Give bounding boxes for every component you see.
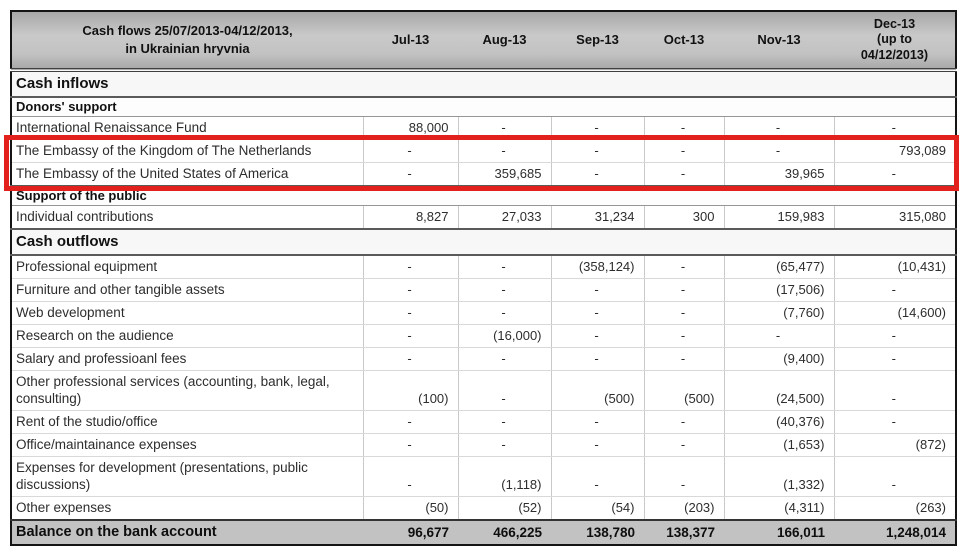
section-label: Support of the public (11, 186, 956, 206)
cell-value: - (834, 163, 956, 187)
cell-value: 27,033 (458, 206, 551, 230)
cell-value: - (363, 163, 458, 187)
cell-value: 166,011 (724, 520, 834, 545)
cell-value: - (644, 411, 724, 434)
column-header: Sep-13 (551, 11, 644, 70)
cell-value: - (458, 434, 551, 457)
cell-value: - (724, 140, 834, 163)
cell-value: (54) (551, 497, 644, 521)
cell-value: - (458, 411, 551, 434)
row-label: International Renaissance Fund (11, 117, 363, 140)
cell-value: (100) (363, 371, 458, 411)
section-label: Donors' support (11, 97, 956, 117)
row-label: Other professional services (accounting, bank, legal, consulting) (11, 371, 363, 411)
cash-flows-table-container (10, 10, 957, 546)
table-title (11, 11, 363, 70)
cell-value: - (724, 325, 834, 348)
cell-value: 88,000 (363, 117, 458, 140)
cell-value: - (834, 117, 956, 140)
cell-value: - (834, 279, 956, 302)
cell-value: (872) (834, 434, 956, 457)
table-row (11, 206, 956, 230)
cell-value: (203) (644, 497, 724, 521)
cell-value: (1,653) (724, 434, 834, 457)
section-row (11, 229, 956, 255)
cell-value: 96,677 (363, 520, 458, 545)
cell-value: - (363, 140, 458, 163)
cell-value: (50) (363, 497, 458, 521)
row-label: Salary and professioanl fees (11, 348, 363, 371)
cell-value: 793,089 (834, 140, 956, 163)
row-label: Professional equipment (11, 255, 363, 279)
cell-value: - (644, 325, 724, 348)
cell-value: - (363, 255, 458, 279)
column-header: Dec-13 (up to 04/12/2013) (834, 11, 956, 70)
cell-value: 39,965 (724, 163, 834, 187)
cell-value: 359,685 (458, 163, 551, 187)
cell-value: - (458, 255, 551, 279)
row-label: Office/maintainance expenses (11, 434, 363, 457)
cell-value: - (363, 279, 458, 302)
balance-row (11, 520, 956, 545)
cell-value: - (458, 371, 551, 411)
cell-value: - (551, 434, 644, 457)
cell-value: - (458, 302, 551, 325)
cell-value: - (644, 434, 724, 457)
cell-value: - (551, 279, 644, 302)
row-label: Other expenses (11, 497, 363, 521)
section-row (11, 70, 956, 97)
cell-value: - (363, 302, 458, 325)
cell-value: - (644, 255, 724, 279)
table-row (11, 325, 956, 348)
cell-value: 159,983 (724, 206, 834, 230)
cell-value: 138,377 (644, 520, 724, 545)
cell-value: 138,780 (551, 520, 644, 545)
table-row (11, 255, 956, 279)
row-label: Individual contributions (11, 206, 363, 230)
cell-value: 300 (644, 206, 724, 230)
cell-value: (4,311) (724, 497, 834, 521)
table-row (11, 434, 956, 457)
header-row (11, 11, 956, 70)
cell-value: - (834, 411, 956, 434)
cell-value: 8,827 (363, 206, 458, 230)
cell-value: (17,506) (724, 279, 834, 302)
column-header: Jul-13 (363, 11, 458, 70)
table-row (11, 279, 956, 302)
table-row (11, 140, 956, 163)
cell-value: - (834, 457, 956, 497)
table-row (11, 348, 956, 371)
row-label: Balance on the bank account (11, 520, 363, 545)
cell-value: - (551, 348, 644, 371)
table-row (11, 302, 956, 325)
row-label: Research on the audience (11, 325, 363, 348)
table-row (11, 117, 956, 140)
cell-value: - (458, 279, 551, 302)
cell-value: (500) (551, 371, 644, 411)
table-title-line1: Cash flows 25/07/2013-04/12/2013, (82, 23, 293, 39)
section-label: Cash inflows (11, 70, 956, 97)
cell-value: (358,124) (551, 255, 644, 279)
cell-value: (14,600) (834, 302, 956, 325)
cell-value: - (363, 348, 458, 371)
cell-value: - (551, 140, 644, 163)
cell-value: - (834, 348, 956, 371)
cell-value: (40,376) (724, 411, 834, 434)
cell-value: - (644, 279, 724, 302)
cell-value: - (363, 411, 458, 434)
row-label: Rent of the studio/office (11, 411, 363, 434)
row-label: The Embassy of the United States of America (11, 163, 363, 187)
cell-value: (1,118) (458, 457, 551, 497)
table-row (11, 497, 956, 521)
cell-value: - (458, 140, 551, 163)
cell-value: - (551, 163, 644, 187)
row-label: Web development (11, 302, 363, 325)
row-label: Furniture and other tangible assets (11, 279, 363, 302)
cell-value: - (363, 325, 458, 348)
cell-value: - (551, 457, 644, 497)
cell-value: (7,760) (724, 302, 834, 325)
column-header: Oct-13 (644, 11, 724, 70)
section-label: Cash outflows (11, 229, 956, 255)
column-header: Nov-13 (724, 11, 834, 70)
cell-value: 315,080 (834, 206, 956, 230)
cell-value: - (458, 348, 551, 371)
cell-value: - (834, 371, 956, 411)
cell-value: - (551, 302, 644, 325)
cell-value: (1,332) (724, 457, 834, 497)
table-row (11, 371, 956, 411)
cell-value: - (551, 325, 644, 348)
cell-value: - (363, 457, 458, 497)
table-title-line2: in Ukrainian hryvnia (125, 41, 250, 56)
cell-value: (24,500) (724, 371, 834, 411)
section-row (11, 186, 956, 206)
table-row (11, 457, 956, 497)
cell-value: 1,248,014 (834, 520, 956, 545)
cell-value: - (551, 411, 644, 434)
cell-value: - (644, 302, 724, 325)
cell-value: - (644, 117, 724, 140)
cell-value: (10,431) (834, 255, 956, 279)
cell-value: 31,234 (551, 206, 644, 230)
cell-value: (52) (458, 497, 551, 521)
cell-value: - (834, 325, 956, 348)
cell-value: - (724, 117, 834, 140)
cell-value: - (644, 140, 724, 163)
row-label: The Embassy of the Kingdom of The Netherlands (11, 140, 363, 163)
cell-value: 466,225 (458, 520, 551, 545)
column-header: Aug-13 (458, 11, 551, 70)
cell-value: (65,477) (724, 255, 834, 279)
cell-value: - (551, 117, 644, 140)
cell-value: - (458, 117, 551, 140)
cell-value: - (644, 457, 724, 497)
table-row (11, 163, 956, 187)
cell-value: - (363, 434, 458, 457)
cell-value: (9,400) (724, 348, 834, 371)
cell-value: (263) (834, 497, 956, 521)
cash-flows-table (10, 10, 957, 546)
section-row (11, 97, 956, 117)
cell-value: (500) (644, 371, 724, 411)
cell-value: - (644, 348, 724, 371)
cell-value: (16,000) (458, 325, 551, 348)
table-row (11, 411, 956, 434)
row-label: Expenses for development (presentations, public discussions) (11, 457, 363, 497)
cell-value: - (644, 163, 724, 187)
